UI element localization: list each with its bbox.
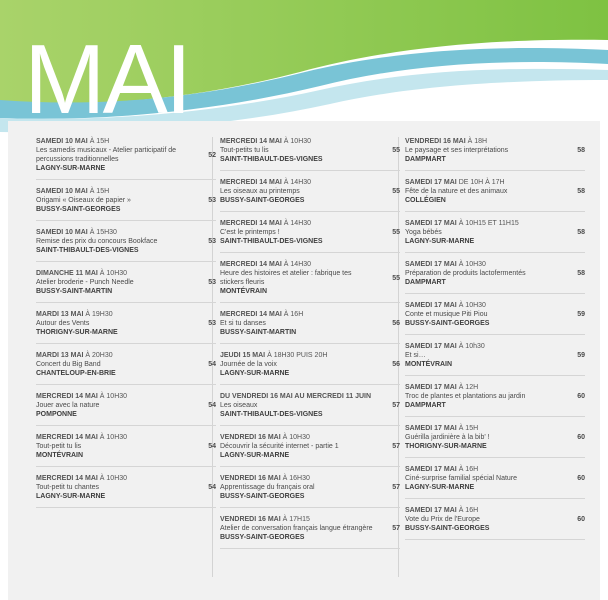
event-entry [405, 342, 585, 376]
event-time: À 18H30 PUIS 20H [267, 352, 328, 359]
event-entry [36, 310, 216, 344]
event-date [405, 301, 585, 310]
event-title: Jouer avec la nature [36, 402, 100, 409]
event-time: À 15H [89, 188, 110, 195]
event-day: MERCREDI 14 MAI [220, 261, 282, 268]
event-entry [220, 310, 400, 344]
event-date [36, 187, 216, 196]
event-page-number: 55 [392, 229, 400, 236]
event-date [405, 424, 585, 433]
event-entry [220, 219, 400, 253]
event-city: DAMPMART [405, 156, 446, 163]
entry-divider [36, 343, 216, 344]
event-entry [405, 260, 585, 294]
event-time: À 15H [89, 138, 110, 145]
event-time: À 14H30 [283, 220, 312, 227]
event-entry [36, 474, 216, 508]
event-title: Tout-petits tu lis [220, 147, 269, 154]
entry-divider [220, 252, 400, 253]
event-city: LAGNY-SUR-MARNE [220, 452, 290, 459]
event-title: Ciné-surprise familial spécial Nature [405, 475, 518, 482]
event-date [405, 506, 585, 515]
event-time: À 10h30 [458, 343, 485, 350]
entry-divider [405, 293, 585, 294]
event-date [36, 433, 216, 442]
entry-divider [36, 302, 216, 303]
event-entry [405, 424, 585, 458]
event-title: Conte et musique Piti Piou [405, 311, 488, 318]
event-entry [36, 228, 216, 262]
event-entry [220, 260, 400, 303]
entry-divider [220, 425, 400, 426]
event-city: BUSSY-SAINT-MARTIN [36, 288, 113, 295]
event-date [36, 474, 216, 483]
event-city: SAINT-THIBAULT-DES-VIGNES [36, 247, 139, 254]
event-day: VENDREDI 16 MAI [220, 475, 281, 482]
event-entry [405, 137, 585, 171]
event-city: CHANTELOUP-EN-BRIE [36, 370, 116, 377]
event-date [220, 392, 400, 401]
event-day: VENDREDI 16 MAI [220, 434, 281, 441]
event-date [220, 351, 400, 360]
event-page-number: 53 [208, 238, 216, 245]
event-title: Préparation de produits lactofermentés [405, 270, 526, 277]
event-time: À 14H30 [283, 179, 312, 186]
event-entry [36, 433, 216, 467]
event-time: À 10H30 [458, 302, 486, 309]
event-title: Les oiseaux [220, 402, 258, 409]
event-date [220, 260, 400, 269]
entry-divider [405, 539, 585, 540]
event-day: DIMANCHE 11 MAI [36, 270, 98, 277]
event-day: MERCREDI 14 MAI [36, 475, 98, 482]
event-day: SAMEDI 17 MAI [405, 343, 457, 350]
event-date [405, 383, 585, 392]
event-day: MERCREDI 14 MAI [36, 393, 98, 400]
event-title: Tout-petit tu chantes [36, 484, 100, 491]
entry-divider [220, 466, 400, 467]
entry-divider [220, 548, 400, 549]
event-page-number: 58 [577, 229, 585, 236]
event-page-number: 56 [392, 361, 400, 368]
event-day: DU VENDREDI 16 MAI AU MERCREDI 11 JUIN [220, 393, 372, 400]
event-day: SAMEDI 17 MAI [405, 220, 457, 227]
event-time: À 14H30 [283, 261, 312, 268]
event-day: SAMEDI 17 MAI [405, 384, 457, 391]
event-day: JEUDI 15 MAI [220, 352, 266, 359]
entry-divider [220, 211, 400, 212]
event-title: Découvrir la sécurité internet - partie 1 [220, 443, 339, 450]
event-page-number: 60 [577, 393, 585, 400]
event-date [36, 392, 216, 401]
event-title: Guérilla jardinière à la bib' ! [405, 434, 490, 441]
event-time: À 10H30 [99, 434, 128, 441]
event-day: SAMEDI 17 MAI [405, 466, 457, 473]
event-date [405, 342, 585, 351]
event-page-number: 58 [577, 188, 585, 195]
event-day: MERCREDI 14 MAI [220, 311, 282, 318]
page-title: MAI [24, 24, 190, 134]
event-day: SAMEDI 17 MAI [405, 261, 457, 268]
event-city: LAGNY-SUR-MARNE [405, 484, 475, 491]
event-city: COLLÉGIEN [405, 197, 446, 204]
event-title: Journée de la voix [220, 361, 277, 368]
event-page-number: 58 [577, 147, 585, 154]
schedule-column-1 [36, 137, 216, 508]
event-city: BUSSY-SAINT-GEORGES [405, 525, 490, 532]
event-title: Apprentissage du français oral [220, 484, 315, 491]
event-date [36, 228, 216, 237]
event-time: À 10H30 [99, 393, 128, 400]
event-date [220, 137, 400, 146]
event-date [405, 178, 585, 187]
event-page-number: 58 [577, 270, 585, 277]
event-page-number: 55 [392, 188, 400, 195]
event-date [220, 433, 400, 442]
event-page-number: 57 [392, 402, 400, 409]
event-entry [220, 433, 400, 467]
event-day: MERCREDI 14 MAI [220, 179, 282, 186]
event-title: Origami « Oiseaux de papier » [36, 197, 131, 204]
event-time: À 10H30 [99, 475, 128, 482]
event-time: À 15H [458, 425, 479, 432]
entry-divider [36, 220, 216, 221]
entry-divider [220, 343, 400, 344]
entry-divider [220, 507, 400, 508]
event-city: BUSSY-SAINT-GEORGES [220, 197, 305, 204]
event-title: Autour des Vents [36, 320, 90, 327]
event-entry [220, 392, 400, 426]
event-day: VENDREDI 16 MAI [220, 516, 281, 523]
event-entry [220, 351, 400, 385]
event-title: Les oiseaux au printemps [220, 188, 300, 195]
event-title: Le paysage et ses interprétations [405, 147, 509, 154]
event-title: Les samedis musicaux - Atelier participatif de percussions traditionnelles [36, 147, 177, 163]
event-time: À 16H30 [282, 475, 310, 482]
event-time: À 19H30 [85, 311, 113, 318]
entry-divider [36, 425, 216, 426]
entry-divider [405, 416, 585, 417]
event-entry [405, 465, 585, 499]
event-time: DE 10H À 17H [458, 179, 505, 186]
event-entry [405, 506, 585, 540]
event-time: À 20H30 [85, 352, 113, 359]
event-date [36, 269, 216, 278]
event-city: SAINT-THIBAULT-DES-VIGNES [220, 238, 323, 245]
event-page-number: 54 [208, 443, 216, 450]
schedule-column-3 [405, 137, 585, 540]
event-title: Atelier broderie - Punch Needle [36, 279, 134, 286]
entry-divider [220, 384, 400, 385]
event-city: BUSSY-SAINT-GEORGES [405, 320, 490, 327]
event-entry [220, 515, 400, 549]
event-date [220, 219, 400, 228]
event-page-number: 57 [392, 525, 400, 532]
entry-divider [36, 466, 216, 467]
event-date [220, 515, 400, 524]
event-city: THORIGNY-SUR-MARNE [36, 329, 118, 336]
event-page-number: 55 [392, 147, 400, 154]
event-title: Vote du Prix de l'Europe [405, 516, 480, 523]
entry-divider [36, 384, 216, 385]
event-title: Remise des prix du concours Bookface [36, 238, 158, 245]
event-date [220, 178, 400, 187]
event-date [405, 260, 585, 269]
event-title: Troc de plantes et plantations au jardin [405, 393, 526, 400]
event-day: SAMEDI 17 MAI [405, 425, 457, 432]
event-entry [220, 474, 400, 508]
event-city: SAINT-THIBAULT-DES-VIGNES [220, 411, 323, 418]
event-day: MERCREDI 14 MAI [220, 220, 282, 227]
event-title: Heure des histoires et atelier : fabrique tes stickers fleuris [220, 270, 352, 286]
event-time: À 15H30 [89, 229, 117, 236]
event-day: MARDI 13 MAI [36, 352, 84, 359]
event-city: POMPONNE [36, 411, 77, 418]
event-time: À 18H [467, 138, 488, 145]
event-entry [36, 392, 216, 426]
event-time: À 10H30 [283, 138, 312, 145]
event-page-number: 53 [208, 279, 216, 286]
event-time: À 10H30 [282, 434, 310, 441]
event-city: MONTÉVRAIN [405, 361, 453, 368]
event-time: À 16H [458, 466, 479, 473]
event-title: Fête de la nature et des animaux [405, 188, 508, 195]
event-day: SAMEDI 10 MAI [36, 138, 88, 145]
entry-divider [220, 170, 400, 171]
event-page-number: 57 [392, 484, 400, 491]
event-title: Et si… [405, 352, 426, 359]
event-day: SAMEDI 10 MAI [36, 188, 88, 195]
entry-divider [36, 507, 216, 508]
event-day: SAMEDI 10 MAI [36, 229, 88, 236]
event-page-number: 59 [577, 352, 585, 359]
entry-divider [405, 252, 585, 253]
event-time: À 17H15 [282, 516, 310, 523]
event-title: Concert du Big Band [36, 361, 101, 368]
event-entry [405, 383, 585, 417]
event-entry [220, 137, 400, 171]
event-city: MONTÉVRAIN [220, 288, 268, 295]
event-city: DAMPMART [405, 402, 446, 409]
event-entry [36, 137, 216, 180]
event-city: BUSSY-SAINT-MARTIN [220, 329, 297, 336]
event-date [220, 474, 400, 483]
event-page-number: 52 [208, 151, 216, 159]
entry-divider [405, 375, 585, 376]
event-entry [405, 219, 585, 253]
event-page-number: 60 [577, 516, 585, 523]
entry-divider [220, 302, 400, 303]
event-city: BUSSY-SAINT-GEORGES [220, 493, 305, 500]
entry-divider [405, 457, 585, 458]
event-city: LAGNY-SUR-MARNE [36, 493, 106, 500]
event-time: À 12H [458, 384, 479, 391]
event-day: SAMEDI 17 MAI [405, 179, 457, 186]
event-entry [220, 178, 400, 212]
event-entry [36, 187, 216, 221]
event-entry [405, 301, 585, 335]
entry-divider [405, 498, 585, 499]
event-date [405, 465, 585, 474]
event-day: VENDREDI 16 MAI [405, 138, 466, 145]
entry-divider [36, 261, 216, 262]
event-city: MONTÉVRAIN [36, 452, 84, 459]
event-city: LAGNY-SUR-MARNE [405, 238, 475, 245]
event-day: MERCREDI 14 MAI [36, 434, 98, 441]
entry-divider [405, 334, 585, 335]
event-page-number: 57 [392, 443, 400, 450]
event-city: BUSSY-SAINT-GEORGES [36, 206, 121, 213]
event-page-number: 53 [208, 197, 216, 204]
entry-divider [36, 179, 216, 180]
event-date [220, 310, 400, 319]
event-title: Atelier de conversation français langue étrangère [220, 525, 373, 532]
event-time: À 10H30 [458, 261, 486, 268]
event-page-number: 55 [392, 274, 400, 282]
event-city: LAGNY-SUR-MARNE [220, 370, 290, 377]
event-page-number: 60 [577, 434, 585, 441]
event-day: SAMEDI 17 MAI [405, 507, 457, 514]
event-date [36, 351, 216, 360]
event-date [36, 137, 216, 146]
event-time: À 16H [283, 311, 304, 318]
event-page-number: 54 [208, 484, 216, 491]
event-time: À 16H [458, 507, 479, 514]
event-day: MERCREDI 14 MAI [220, 138, 282, 145]
event-title: Yoga bébés [405, 229, 442, 236]
event-title: Tout-petit tu lis [36, 443, 82, 450]
event-city: DAMPMART [405, 279, 446, 286]
event-page-number: 54 [208, 361, 216, 368]
schedule-column-2 [220, 137, 400, 549]
event-page-number: 56 [392, 320, 400, 327]
event-city: SAINT-THIBAULT-DES-VIGNES [220, 156, 323, 163]
event-title: C'est le printemps ! [220, 229, 280, 236]
event-city: LAGNY-SUR-MARNE [36, 165, 106, 172]
entry-divider [405, 170, 585, 171]
event-page-number: 59 [577, 311, 585, 318]
event-city: BUSSY-SAINT-GEORGES [220, 534, 305, 541]
event-entry [36, 351, 216, 385]
event-day: SAMEDI 17 MAI [405, 302, 457, 309]
entry-divider [405, 211, 585, 212]
event-page-number: 53 [208, 320, 216, 327]
event-time: À 10H15 ET 11H15 [458, 220, 519, 227]
event-page-number: 60 [577, 475, 585, 482]
event-city: THORIGNY-SUR-MARNE [405, 443, 487, 450]
event-page-number: 54 [208, 402, 216, 409]
event-time: À 10H30 [99, 270, 128, 277]
event-day: MARDI 13 MAI [36, 311, 84, 318]
event-date [405, 137, 585, 146]
event-entry [405, 178, 585, 212]
event-date [405, 219, 585, 228]
event-entry [36, 269, 216, 303]
event-date [36, 310, 216, 319]
event-title: Et si tu danses [220, 320, 266, 327]
